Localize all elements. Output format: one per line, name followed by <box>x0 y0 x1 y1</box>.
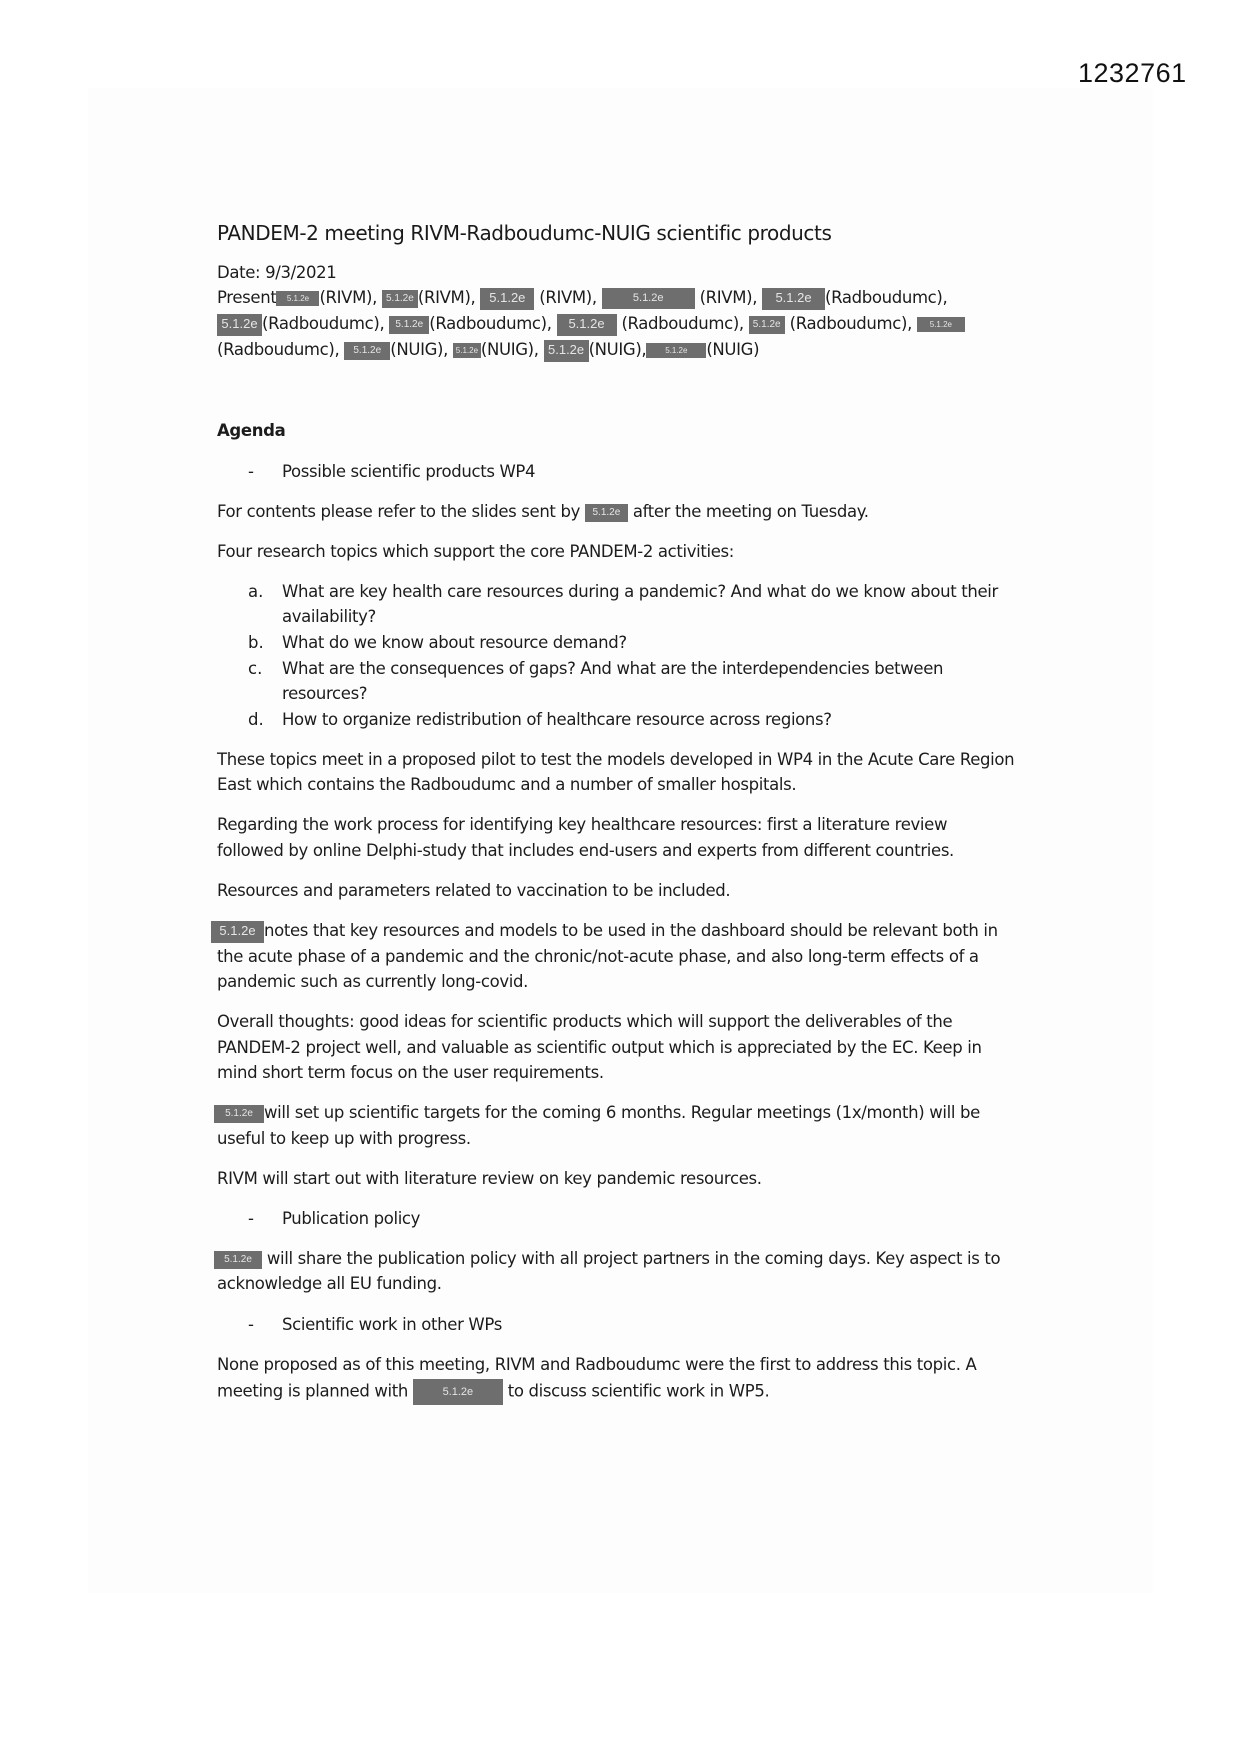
paragraph-text: will share the publication policy with all project partners in the coming days. Key aspect is to <box>266 1249 1001 1268</box>
present-label: Present <box>217 288 277 307</box>
redaction-box: 5.1.2e <box>480 288 534 310</box>
redaction-box: 5.1.2e <box>389 316 429 334</box>
redaction-box: 5.1.2e <box>646 343 706 358</box>
attendees-line-3 <box>217 339 759 362</box>
redaction-box: 5.1.2e <box>214 1251 262 1269</box>
targets-line-2: useful to keep up with progress. <box>217 1129 471 1148</box>
agenda-item-wp4: Possible scientific products WP4 <box>282 462 536 481</box>
agenda-bullet: - <box>248 1315 254 1334</box>
attendee-org: (RIVM), <box>417 288 476 307</box>
attendee-org: (RIVM), <box>319 288 377 307</box>
attendee-org: (RIVM), <box>539 288 597 307</box>
pilot-line-2: East which contains the Radboudumc and a number of smaller hospitals. <box>217 775 797 794</box>
overall-line-3: mind short term focus on the user requirements. <box>217 1063 604 1082</box>
rivm-paragraph: RIVM will start out with literature review on key pandemic resources. <box>217 1169 762 1188</box>
redaction-box: 5.1.2e <box>762 288 825 310</box>
attendee-org: (NUIG), <box>390 340 449 359</box>
attendees-line-2 <box>217 313 965 336</box>
redaction-box: 5.1.2e <box>276 291 319 306</box>
pilot-line-1: These topics meet in a proposed pilot to test the models developed in WP4 in the Acute Care Region <box>217 750 1015 769</box>
overall-line-1: Overall thoughts: good ideas for scientific products which will support the deliverables of the <box>217 1012 953 1031</box>
redaction-box: 5.1.2e <box>214 1105 264 1123</box>
topic-b: What do we know about resource demand? <box>282 633 627 652</box>
redaction-box: 5.1.2e <box>453 343 481 358</box>
vaccination-paragraph: Resources and parameters related to vaccination to be included. <box>217 881 731 900</box>
paragraph-text: For contents please refer to the slides sent by <box>217 502 580 521</box>
document-id: 1232761 <box>1078 58 1187 88</box>
paragraph-text: meeting is planned with <box>217 1381 408 1401</box>
policy-line-1 <box>214 1248 1000 1270</box>
attendee-org: (Radboudumc), <box>429 314 552 333</box>
agenda-item-publication-policy: Publication policy <box>282 1209 421 1228</box>
attendee-org: (Radboudumc), <box>825 288 948 307</box>
agenda-item-other-wps: Scientific work in other WPs <box>282 1315 502 1334</box>
four-topics-intro: Four research topics which support the core PANDEM-2 activities: <box>217 542 734 561</box>
paragraph-text: will set up scientific targets for the coming 6 months. Regular meetings (1x/month) will be <box>264 1103 980 1122</box>
redaction-box: 5.1.2e <box>585 504 628 522</box>
redaction-box: 5.1.2e <box>344 342 390 360</box>
redaction-box: 5.1.2e <box>413 1379 503 1405</box>
topic-a-line-1: What are key health care resources during a pandemic? And what do we know about their <box>282 582 998 601</box>
paragraph-text: to discuss scientific work in WP5. <box>507 1381 770 1401</box>
notes-line-3: pandemic such as currently long-covid. <box>217 972 529 991</box>
attendee-org: (NUIG) <box>706 340 760 359</box>
slides-paragraph <box>217 501 869 523</box>
redaction-box: 5.1.2e <box>544 340 589 362</box>
none-line-1: None proposed as of this meeting, RIVM and Radboudumc were the first to address this topic. A <box>217 1355 977 1374</box>
attendee-org: (Radboudumc), <box>217 340 340 359</box>
notes-line-1 <box>211 920 998 943</box>
topic-marker: a. <box>248 582 264 601</box>
attendee-org: (Radboudumc), <box>262 314 385 333</box>
attendee-org: (NUIG), <box>480 340 539 359</box>
paragraph-text: after the meeting on Tuesday. <box>632 502 869 521</box>
redaction-box: 5.1.2e <box>382 290 418 308</box>
redaction-box: 5.1.2e <box>749 316 785 334</box>
redaction-box: 5.1.2e <box>602 288 695 309</box>
paragraph-text: notes that key resources and models to be used in the dashboard should be relevant both in <box>264 921 998 940</box>
meeting-date: Date: 9/3/2021 <box>217 263 337 282</box>
topic-a-line-2: availability? <box>282 607 376 626</box>
attendee-org: (RIVM), <box>699 288 758 307</box>
topic-marker: d. <box>248 710 264 729</box>
topic-d: How to organize redistribution of healthcare resource across regions? <box>282 710 832 729</box>
topic-marker: c. <box>248 659 263 678</box>
targets-line-1 <box>214 1102 980 1124</box>
redaction-box: 5.1.2e <box>917 317 965 332</box>
topic-marker: b. <box>248 633 264 652</box>
agenda-bullet: - <box>248 1209 254 1228</box>
attendee-org: (Radboudumc), <box>621 314 744 333</box>
agenda-heading: Agenda <box>217 421 286 440</box>
overall-line-2: PANDEM-2 project well, and valuable as scientific output which is appreciated by the EC. Keep in <box>217 1038 982 1057</box>
page-title: PANDEM-2 meeting RIVM-Radboudumc-NUIG scientific products <box>217 221 832 245</box>
redaction-box: 5.1.2e <box>211 921 264 943</box>
topic-c-line-2: resources? <box>282 684 368 703</box>
process-line-2: followed by online Delphi-study that includes end-users and experts from different countries. <box>217 841 954 860</box>
attendee-org: (Radboudumc), <box>789 314 912 333</box>
redaction-box: 5.1.2e <box>557 314 617 336</box>
notes-line-2: the acute phase of a pandemic and the chronic/not-acute phase, and also long-term effects of a <box>217 947 979 966</box>
attendees-line-1 <box>217 287 947 310</box>
none-line-2 <box>217 1379 769 1405</box>
redaction-box: 5.1.2e <box>217 314 262 336</box>
topic-c-line-1: What are the consequences of gaps? And what are the interdependencies between <box>282 659 944 678</box>
attendee-org: (NUIG), <box>588 340 647 359</box>
agenda-bullet: - <box>248 462 254 481</box>
policy-line-2: acknowledge all EU funding. <box>217 1274 442 1293</box>
process-line-1: Regarding the work process for identifying key healthcare resources: first a literature review <box>217 815 948 834</box>
